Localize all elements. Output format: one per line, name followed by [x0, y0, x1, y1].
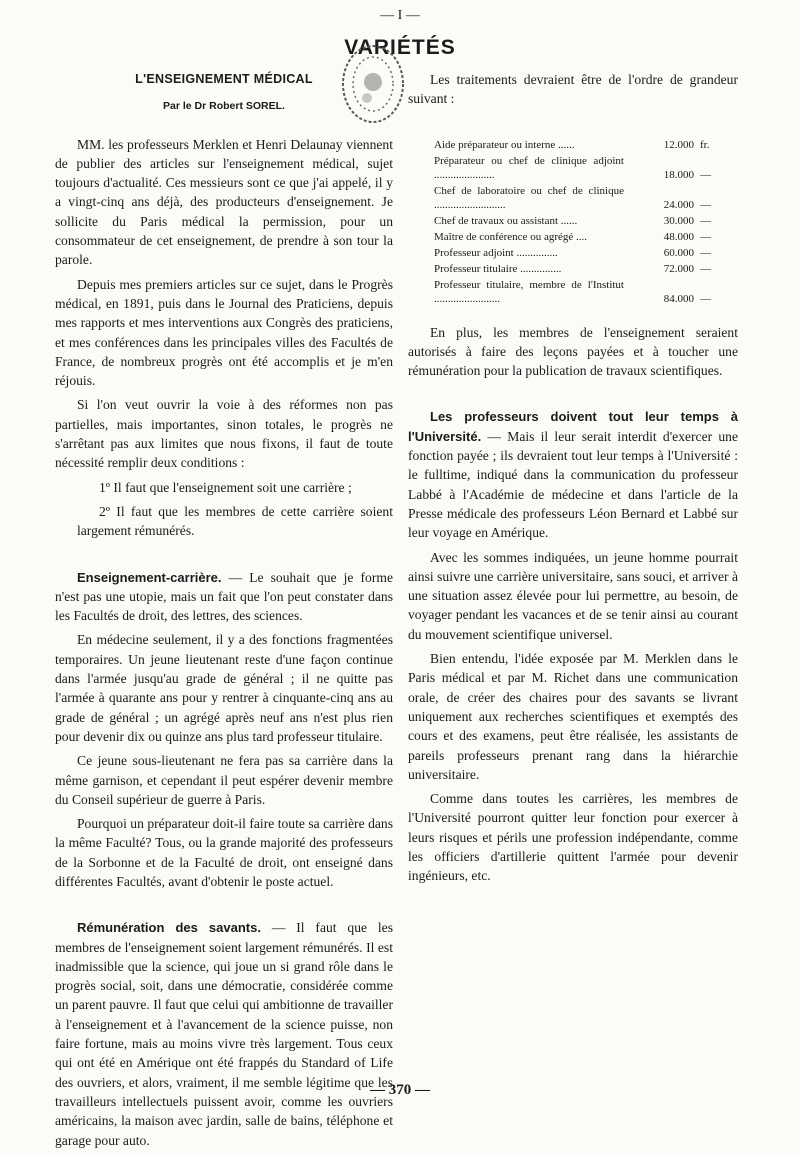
salary-role: Chef de laboratoire ou chef de clinique ..........................	[434, 184, 624, 211]
section-paragraph: En médecine seulement, il y a des fonctions fragmentées temporaires. Un jeune lieutenant reste d'une façon continue dans l'armée jusqu'au grade de général ; il ne quitte pas l'armée à quarante ans pour y rentrer à cinquante-cinq ans au grade de général ; un agrégé après neuf ans n'est plus rien pour devenir dix ou quinze ans plus tard professeur titulaire.	[55, 632, 393, 744]
section-heading: Enseignement-carrière.	[77, 569, 222, 585]
left-column	[55, 70, 393, 1155]
salary-unit: —	[700, 246, 711, 259]
condition-item: 2º Il faut que les membres de cette carrière soient largement rémunérés.	[77, 503, 393, 539]
article-title: L'ENSEIGNEMENT MÉDICAL	[135, 72, 313, 86]
section-paragraph	[55, 568, 393, 626]
intro-paragraph: MM. les professeurs Merklen et Henri Delaunay viennent de publier des articles sur l'enseignement médical, sujet toujours d'actualité. Ces messieurs sont ce que j'ai appelé, il y a vingt-cinq ans déjà, des producteurs d'enseignement. Je sollicite du Paris médical la permission, pour un consommateur de cet enseignement, de prendre à son tour la parole.	[55, 136, 393, 268]
salary-unit: —	[700, 230, 711, 243]
salary-role: Préparateur ou chef de clinique adjoint ......................	[434, 154, 624, 181]
salary-amount: 18.000	[663, 168, 694, 181]
salary-role: Maître de conférence ou agrégé ....	[434, 230, 588, 243]
intro-paragraph: Depuis mes premiers articles sur ce sujet, dans le Progrès médical, en 1891, puis dans le Journal des Praticiens, depuis mes rapports et mes interventions aux Congrès des praticiens, et mes conférences dans les principales villes des Facultés de France, de nombreux progrès ont été accomplis et je m'en réjouis.	[55, 276, 393, 389]
intro-paragraph: Si l'on veut ouvrir la voie à des réformes non pas partielles, mais importantes, sinon totales, le progrès ne s'arrêtant pas aux limites que nous fixons, il faut de toute nécessité remplir deux conditions :	[55, 397, 393, 471]
table-row	[434, 153, 724, 183]
section-heading: Les professeurs doivent tout leur temps à l'Université.	[408, 409, 738, 444]
table-row	[434, 277, 724, 307]
page-mark: — I —	[380, 8, 420, 23]
table-row	[434, 245, 724, 261]
table-row	[434, 183, 724, 213]
table-row	[434, 137, 724, 153]
section-paragraph: Ce jeune sous-lieutenant ne fera pas sa carrière dans la même garnison, et cependant il peut espérer devenir membre du Conseil supérieur de guerre à Paris.	[55, 753, 393, 807]
salary-table	[434, 137, 724, 307]
salary-unit: —	[700, 198, 711, 211]
salary-amount: 84.000	[663, 292, 694, 305]
condition-item: 1º Il faut que l'enseignement soit une carrière ;	[99, 479, 352, 495]
salary-amount: 30.000	[663, 214, 694, 227]
right-column	[408, 70, 738, 891]
page-number: — 370 —	[370, 1082, 430, 1098]
salary-unit: —	[700, 214, 711, 227]
salary-role: Chef de travaux ou assistant ......	[434, 214, 578, 227]
section-paragraph: Comme dans toutes les carrières, les membres de l'Université pourront quitter leur fonction pour exercer à leurs risques et périls une profession indépendante, comme les officiers d'artillerie quittent l'armée pour devenir ingénieurs, etc.	[408, 791, 738, 884]
section-lead: — Il faut que les membres de l'enseignement soient largement rémunérés. Il est inadmissible que la science, qui joue un si grand rôle dans le progrès social, soit, dans une démocratie, considérée comme un parent pauvre. Il faut que celui qui ambitionne de travailler à l'enseignement et à l'avancement de la science puisse, non faire fortune, mais au moins vivre très largement. Tous ceux qui ont été en Amérique ont été frappés du Standard of Life des ouvriers, et alors, vraiment, il me semble légitime que les travailleurs intellectuels puissent avoir, comme les ouvriers américains, la maison avec jardin, salle de bains, téléphone et garage pour auto.	[55, 920, 393, 1148]
salary-role: Professeur titulaire, membre de l'Institut ........................	[434, 278, 624, 305]
table-row	[434, 261, 724, 277]
salary-amount: 48.000	[663, 230, 694, 243]
section-lead: — Le souhait que je forme n'est pas une utopie, mais un fait que l'on peut constater dans les Facultés de droit, des lettres, des sciences.	[55, 569, 393, 624]
section-paragraph	[55, 918, 393, 1150]
salary-amount: 60.000	[663, 246, 694, 259]
salaries-intro: Les traitements devraient être de l'ordre de grandeur suivant :	[408, 72, 738, 107]
table-row	[434, 213, 724, 229]
section-paragraph: En plus, les membres de l'enseignement seraient autorisés à faire des leçons payées et à toucher une rémunération pour la publication de travaux scientifiques.	[408, 324, 738, 379]
section-heading: Rémunération des savants.	[77, 920, 261, 936]
salary-amount: 72.000	[663, 262, 694, 275]
section-title: VARIÉTÉS	[344, 36, 456, 59]
section-lead: — Mais il leur serait interdit d'exercer une fonction payée ; ils devraient tout leur temps à l'Université : le fulltime, indiqué dans la communication du professeur Labbé à l'Académie de médecine et dans l'article de la Presse médicale des professeurs Léon Bernard et Labbé sur leur voyage en Amérique.	[408, 428, 738, 541]
salary-unit: —	[700, 262, 711, 275]
salary-role: Aide préparateur ou interne ......	[434, 138, 575, 151]
section-paragraph	[408, 407, 738, 542]
section-paragraph: Pourquoi un préparateur doit-il faire toute sa carrière dans la même Faculté? Tous, ou la grande majorité des professeurs de la Sorbonne et de la Faculté de droit, ont enseigné dans différentes Facultés, avant d'obtenir le poste actuel.	[55, 816, 393, 889]
salary-amount: 24.000	[663, 198, 694, 211]
salary-role: Professeur adjoint ...............	[434, 246, 558, 259]
salary-unit: —	[700, 168, 711, 181]
salary-unit: fr.	[700, 138, 710, 151]
article-byline: Par le Dr Robert SOREL.	[163, 100, 285, 113]
section-paragraph: Avec les sommes indiquées, un jeune homme pourrait ainsi suivre une carrière universitaire, sans souci, et arriver à une situation assez élevée pour lui permettre, au besoin, de voyager pendant les vacances et de se tenir ainsi au courant du mouvement scientifique universel.	[408, 549, 738, 642]
salary-amount: 12.000	[663, 138, 694, 151]
salary-role: Professeur titulaire ...............	[434, 262, 562, 275]
table-row	[434, 229, 724, 245]
section-paragraph: Bien entendu, l'idée exposée par M. Merklen dans le Paris médical et par M. Richet dans une communication orale, de créer des chaires pour des savants se livrant uniquement aux recherches scientifiques et exemptés des cours et des examens, peut être réalisée, les assistants de pareils professeurs prenant rang dans la hiérarchie universitaire.	[408, 651, 738, 782]
salary-unit: —	[700, 292, 711, 305]
